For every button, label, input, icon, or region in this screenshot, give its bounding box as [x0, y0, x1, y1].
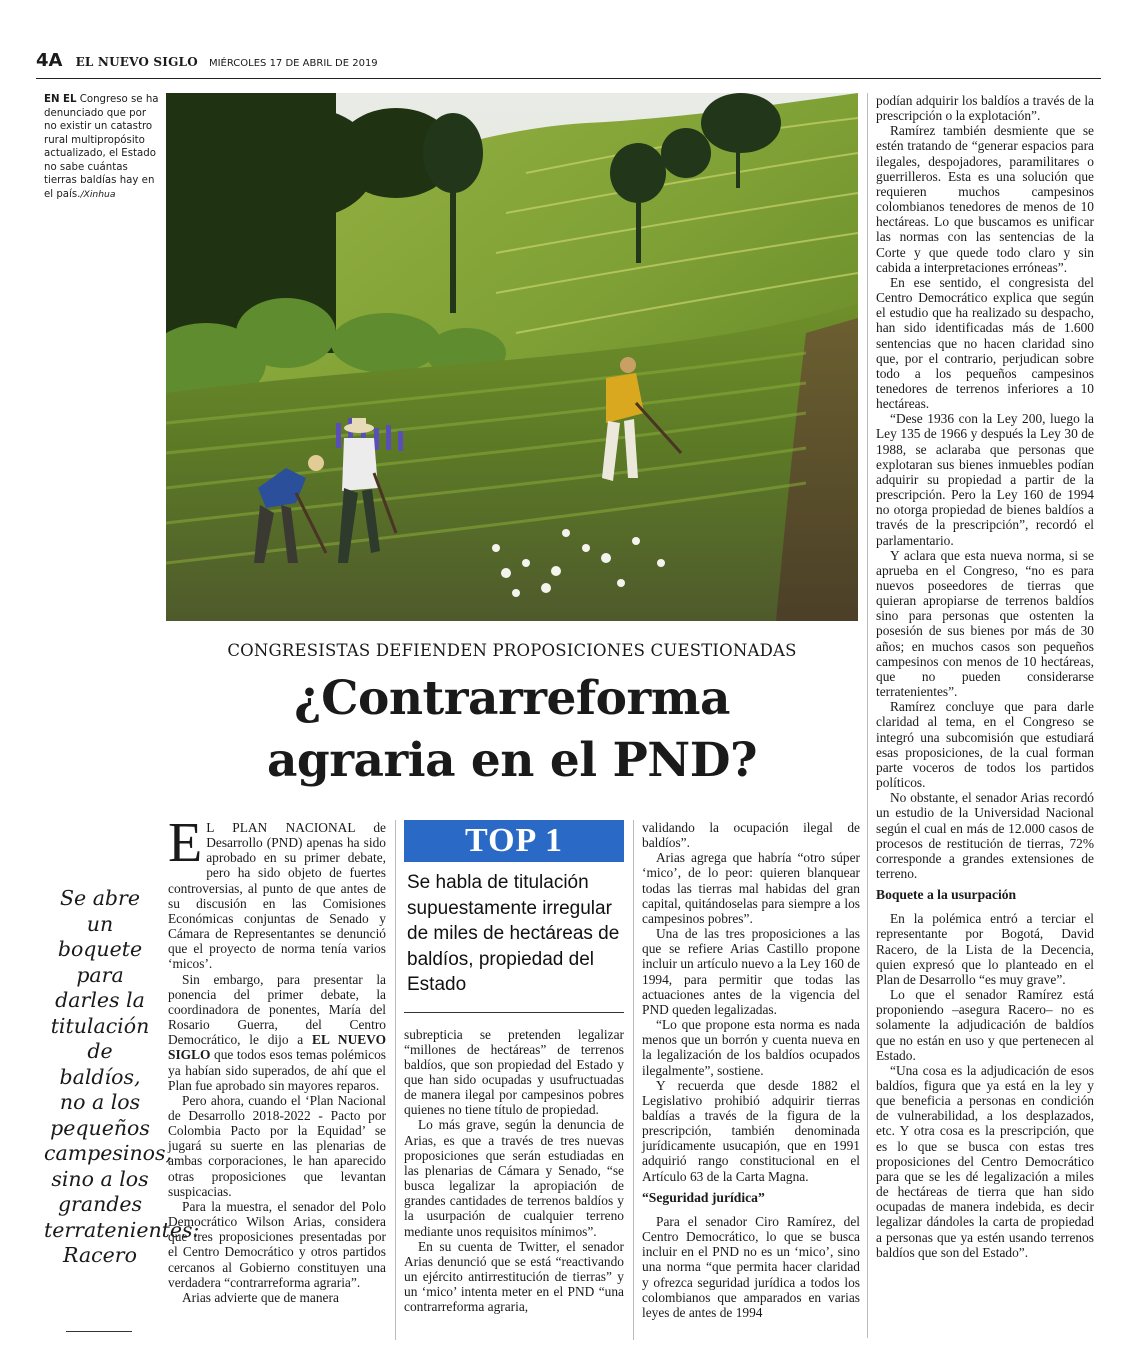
- article-paragraph: Ramírez también desmiente que se estén tratando de “generar espacios para ilegales, despojadores, paramilitares o guerrilleros. Esta es una solución que requieren muchos campesinos colombianos tenedores de menos de 10 hectáreas. Lo que buscamos es unificar las normas con las sentencias de la Corte y que quede todo claro y sin cabida a interpretaciones erróneas”.: [876, 123, 1094, 275]
- column-rule: [633, 820, 634, 1340]
- article-paragraph: Para el senador Ciro Ramírez, del Centro Democrático, lo que se busca incluir en el PND no es un ‘mico’, sino una norma “que permita hacer claridad y ofrezca seguridad jurídica a todos los colombianos que amparados en varias leyes de antes de 1994: [642, 1213, 860, 1320]
- article-paragraph: “Dese 1936 con la Ley 200, luego la Ley 135 de 1966 y después la Ley 30 de 1988, se aclaraba que personas que explotaran sus bienes inmuebles podían adquirir su propiedad a partir de la prescripción. Pero la Ley 160 de 1994 no otorga propiedad de bienes baldíos a través de la prescripción”, recordó el parlamentario.: [876, 411, 1094, 548]
- top-label: TOP 1: [404, 820, 624, 862]
- article-paragraph: “Una cosa es la adjudicación de esos baldíos, figura que ya está en la ley y que beneficia a personas en condición de vulnerabilidad, a los desplazados, etc. Y otra cosa es la prescripción, que es lo que se busca con estas tres proposiciones del Centro Democrático para que se les dé legalización a miles de hectáreas de tierra que han sido ocupadas de manera indebida, es decir legalizar dándoles la carta de propiedad a personas que ya estén usando terrenos baldíos que son del Estado”.: [876, 1062, 1094, 1260]
- article-paragraph: Lo más grave, según la denuncia de Arias, es que a través de tres nuevas proposiciones que serán estudiadas en las plenarias de Cámara y Senado, “se busca legalizar la apropiación de grandes cantidades de terrenos baldíos y la usurpación de cualquier terreno mediante unos requisitos mínimos”.: [404, 1117, 624, 1239]
- article-paragraph: Ramírez concluye que para darle claridad al tema, en el Congreso se integró una subcomisión que estudiará esas proposiciones, de la cual forman parte voceros de todos los partidos políticos.: [876, 699, 1094, 791]
- article-column-3: [642, 820, 860, 1320]
- article-paragraph: Arias advierte que de manera: [182, 1289, 339, 1305]
- article-paragraph: En la polémica entró a terciar el representante por Bogotá, David Racero, de la Lista de la Decencia, quien expresó que lo planteado en el Plan de Desarrollo “es muy grave”.: [876, 911, 1094, 987]
- pull-quote: Se abre un boquete para darles la titulación de baldíos, no a los pequeños campesinos, sino a los grandes terratenientes: Racero: [44, 886, 200, 1267]
- article-paragraph: subrepticia se pretenden legalizar “millones de hectáreas” de terrenos baldíos, que son propiedad del Estado y que han sido ocupadas y usufructuadas de manera ilegal por campesinos pobres quienes no tiene título de propiedad.: [404, 1026, 624, 1118]
- headline: [166, 668, 858, 792]
- column-rule: [867, 93, 868, 1338]
- top-box: [404, 820, 624, 1013]
- subheading: Boquete a la usurpación: [876, 887, 1017, 903]
- drop-cap: E: [168, 812, 203, 874]
- article-paragraph: E L PLAN NACIONAL de Desarrollo (PND) apenas ha sido aprobado en su primer debate, pero ha sido objeto de fuertes controversias, al punto de que antes de su discusión en las Comisiones Económicas conjuntas de Senado y Cámara de Representantes se denunció que el proyecto de norma tenía varios ‘micos’.: [168, 812, 386, 972]
- top-box-rule: [404, 1012, 624, 1013]
- article-paragraph: podían adquirir los baldíos a través de la prescripción o la explotación”.: [876, 93, 1094, 124]
- headline-line-2: agraria en el PND?: [266, 733, 758, 788]
- top-text: Se habla de titulación supuestamente irregular de miles de hectáreas de baldíos, propiedad del Estado: [407, 872, 620, 995]
- kicker: CONGRESISTAS DEFIENDEN PROPOSICIONES CUESTIONADAS: [227, 641, 797, 660]
- article-column-1: [168, 812, 386, 1305]
- newspaper-name-inline: EL NUEVO SIGLO: [168, 1032, 386, 1063]
- article-paragraph: “Lo que propone esta norma es nada menos que un borrón y cuenta nueva en la legalización de los baldíos ocupados ilegalmente”, sostiene.: [642, 1017, 860, 1078]
- header-rule: [36, 78, 1101, 79]
- article-column-2: [404, 820, 624, 1314]
- farmers-field-photo: [166, 93, 858, 621]
- publication-date: MIÉRCOLES 17 DE ABRIL DE 2019: [208, 58, 378, 69]
- caption-credit: /Xinhua: [80, 188, 116, 200]
- article-paragraph: Y recuerda que desde 1882 el Legislativo prohibió adquirir tierras baldías a través de la figura de la prescripción, también denominada jurídicamente usucapión, que en 1991 adquirió rango constitucional en el Artículo 63 de la Carta Magna.: [642, 1077, 860, 1184]
- article-paragraph: Sin embargo, para presentar la ponencia del primer debate, la coordinadora de ponentes, María del Rosario Guerra, del Centro Democrático, le dijo a EL NUEVO SIGLO que todos esos temas polémicos ya habían sido superados, de ahí que el Plan fue aprobado sin mayores reparos.: [168, 971, 386, 1093]
- article-paragraph: validando la ocupación ilegal de baldíos”.: [642, 820, 860, 851]
- page-number: 4A: [36, 50, 63, 71]
- caption-lead: EN EL: [44, 94, 77, 105]
- article-paragraph: Lo que el senador Ramírez está proponiendo –asegura Racero– no es solamente la adjudicación de baldíos que no están en uso y que pertenecen al Estado.: [876, 987, 1094, 1063]
- article-column-4: [876, 93, 1094, 1260]
- article-paragraph: Pero ahora, cuando el ‘Plan Nacional de Desarrollo 2018-2022 - Pacto por Colombia Pacto por la Equidad’ se jugará su suerte en las plenarias de ambas corporaciones, le han aparecido otras proposiciones que levantan suspicacias.: [168, 1092, 386, 1199]
- column-rule: [395, 820, 396, 1340]
- subheading: “Seguridad jurídica”: [642, 1189, 765, 1205]
- article-paragraph: Y aclara que esta nueva norma, si se aprueba en el Congreso, “no es para nuevos poseedores de tierras que quieran apropiarse de terrenos baldíos sino para personas que ostenten la posesión de sus bienes por más de 30 años; en muchos casos son pequeños campesinos con menos de 10 hectáreas, que no pueden considerarse terratenientes”.: [876, 547, 1094, 700]
- caption-text: Congreso se ha denunciado que por no existir un catastro rural multipropósito actualizado, el Estado no sabe cuántas tierras baldías hay en el país.: [44, 94, 159, 200]
- article-paragraph: Para la muestra, el senador del Polo Democrático Wilson Arias, considera que tres proposiciones presentadas por el Centro Democrático y otros partidos cercanos al Gobierno constituyen una verdadera “contrarreforma agraria”.: [168, 1198, 386, 1290]
- article-paragraph: En su cuenta de Twitter, el senador Arias denunció que se está “reactivando un ejército antirrestitución de tierras” y un ‘mico’ intenta meter en el PND “una contrarreforma agraria,: [404, 1238, 624, 1315]
- article-paragraph: Arias agrega que habría “otro súper ‘mico’, de lo peor: quieren blanquear todas las tierras mal habidas del gran capital, quitándoselas para siempre a los campesinos pobres”.: [642, 850, 860, 926]
- masthead: [36, 50, 856, 76]
- photo-caption: [44, 93, 160, 202]
- article-paragraph: No obstante, el senador Arias recordó un estudio de la Universidad Nacional según el cual en más de 12.000 casos de procesos de restitución de tierras, 72% corresponde a grandes extensiones de terreno.: [876, 790, 1094, 881]
- newspaper-name: EL NUEVO SIGLO: [75, 55, 198, 69]
- pull-quote-rule: [66, 1331, 132, 1332]
- headline-line-1: ¿Contrarreforma: [294, 671, 730, 726]
- article-paragraph: Una de las tres proposiciones a las que se refiere Arias Castillo propone incluir un artículo nuevo a la Ley 160 de 1994, para permitir que todas las actuaciones antes de la vigencia del PND queden legalizadas.: [642, 926, 860, 1017]
- article-paragraph: En ese sentido, el congresista del Centro Democrático explica que según el estudio que ha realizado su despacho, han sido identificadas más de 1.600 sentencias que no hacen claridad sino que, por el contrario, perjudican sobre todo a los pequeños campesinos tenedores de terrenos inferiores a 10 hectáreas.: [876, 274, 1094, 412]
